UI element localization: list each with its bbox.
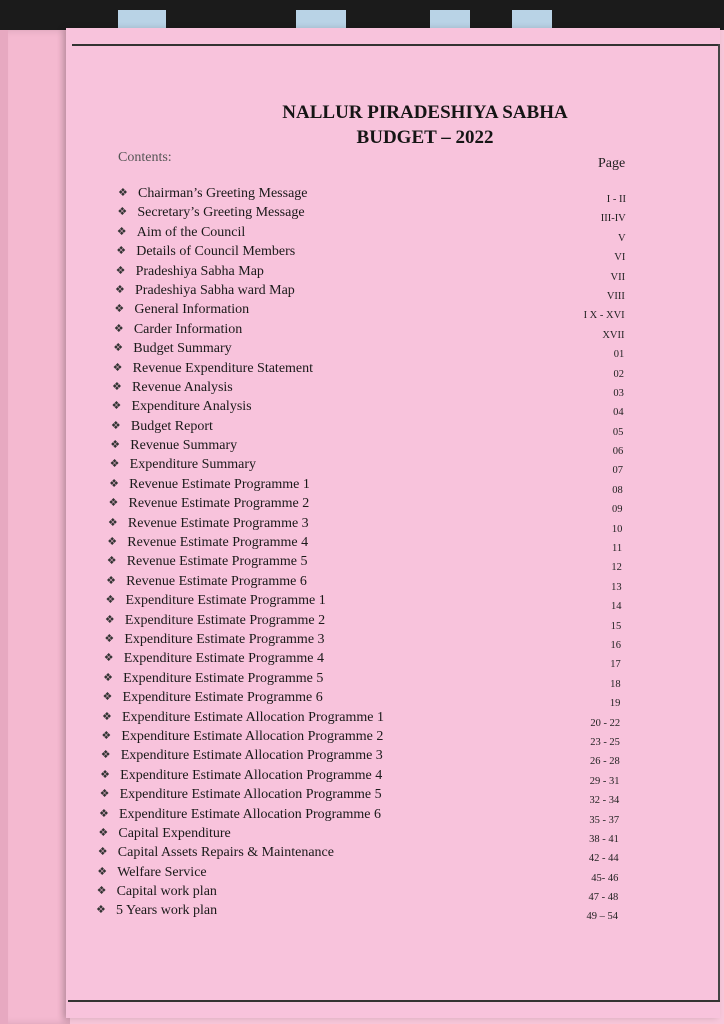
toc-bullet-icon: ❖ (109, 458, 120, 471)
toc-item (0, 223, 724, 242)
toc-bullet-icon: ❖ (96, 885, 107, 898)
toc-item-label: Expenditure Estimate Allocation Programme 1 (121, 709, 384, 725)
toc-item (0, 300, 724, 322)
toc-item-page: 20 - 22 (590, 717, 621, 729)
toc-item (0, 552, 724, 574)
toc-item-label: Expenditure Estimate Allocation Programme 5 (119, 787, 382, 803)
toc-item-page: 32 - 34 (589, 795, 620, 807)
toc-item-label: Expenditure Estimate Allocation Programme 4 (120, 767, 383, 783)
toc-item (0, 727, 724, 746)
toc-item (0, 901, 724, 923)
toc-item-page: 23 - 25 (590, 736, 620, 748)
toc-bullet-icon: ❖ (104, 632, 115, 645)
contents-label: Contents: (118, 150, 172, 165)
toc-item (0, 688, 724, 710)
toc-item-page: 49 – 54 (586, 911, 618, 923)
toc-item-page: 07 (612, 465, 623, 477)
toc-bullet-icon: ❖ (106, 555, 117, 568)
toc-item-label: Revenue Estimate Programme 6 (126, 573, 307, 589)
toc-item-label: Expenditure Analysis (131, 399, 252, 415)
toc-item-page: 08 (612, 484, 623, 496)
toc-bullet-icon: ❖ (97, 846, 108, 859)
toc-item (0, 417, 724, 436)
toc-item (0, 611, 724, 630)
toc-item-label: Revenue Estimate Programme 2 (128, 496, 310, 512)
toc-item (0, 436, 724, 458)
toc-bullet-icon: ❖ (117, 206, 128, 219)
scan-tab (512, 10, 552, 30)
toc-item-page: VII (610, 271, 626, 283)
top-border-rule (72, 44, 720, 46)
toc-bullet-icon: ❖ (118, 187, 128, 199)
toc-item-page: 10 (611, 523, 623, 535)
toc-item (0, 359, 724, 378)
document-subtitle: BUDGET – 2022 (356, 127, 494, 148)
toc-item-label: Budget Report (130, 418, 213, 434)
toc-item-page: 38 - 41 (589, 833, 619, 845)
toc-item (0, 494, 724, 516)
toc-item-page: I - II (606, 194, 626, 205)
toc-bullet-icon: ❖ (108, 497, 119, 510)
toc-item-label: Secretary’s Greeting Message (137, 205, 305, 221)
toc-bullet-icon: ❖ (99, 788, 110, 801)
toc-item (0, 455, 724, 477)
toc-bullet-icon: ❖ (116, 225, 127, 238)
toc-item (0, 863, 724, 882)
toc-item-page: I X - XVI (583, 310, 625, 322)
toc-item (0, 630, 724, 649)
toc-bullet-icon: ❖ (98, 826, 109, 839)
toc-item (0, 242, 724, 264)
toc-bullet-icon: ❖ (103, 671, 113, 684)
toc-item (0, 649, 724, 671)
toc-item-label: Expenditure Estimate Programme 5 (123, 670, 324, 686)
toc-item-page: 18 (610, 678, 621, 690)
toc-item-page: 12 (611, 562, 622, 574)
toc-bullet-icon: ❖ (115, 283, 125, 296)
page-column-label: Page (598, 156, 626, 171)
toc-item-label: 5 Years work plan (116, 903, 218, 919)
document-title: NALLUR PIRADESHIYA SABHA (282, 102, 568, 123)
toc-item (0, 766, 724, 785)
toc-item-page: VIII (606, 290, 625, 302)
toc-bullet-icon: ❖ (109, 477, 119, 490)
toc-item-label: General Information (134, 302, 250, 318)
toc-bullet-icon: ❖ (115, 264, 126, 277)
toc-item-page: 45- 46 (591, 872, 619, 884)
toc-item-label: Chairman’s Greeting Message (138, 186, 308, 201)
toc-bullet-icon: ❖ (101, 710, 112, 723)
toc-item-page: 42 - 44 (588, 853, 619, 865)
toc-item-page: VI (614, 252, 626, 264)
toc-bullet-icon: ❖ (97, 865, 108, 878)
toc-item-label: Capital work plan (116, 884, 217, 900)
toc-item (0, 378, 724, 397)
toc-item (0, 708, 724, 727)
toc-item-label: Expenditure Estimate Programme 3 (124, 631, 325, 647)
toc-item (0, 397, 724, 419)
bottom-border-rule (68, 1000, 720, 1002)
toc-item (0, 746, 724, 768)
toc-item-label: Revenue Summary (130, 438, 238, 454)
toc-item (0, 262, 724, 281)
toc-item (0, 843, 724, 865)
toc-bullet-icon: ❖ (107, 516, 118, 529)
toc-item-label: Revenue Estimate Programme 1 (129, 476, 310, 492)
toc-bullet-icon: ❖ (112, 361, 123, 374)
toc-item-page: 17 (610, 659, 621, 671)
toc-bullet-icon: ❖ (106, 574, 116, 587)
toc-item-page: 47 - 48 (588, 892, 619, 904)
toc-item-page: 29 - 31 (589, 775, 620, 787)
toc-item-label: Welfare Service (117, 864, 207, 880)
toc-bullet-icon: ❖ (100, 749, 111, 762)
toc-bullet-icon: ❖ (105, 594, 116, 607)
toc-item-page: 04 (613, 407, 624, 419)
toc-bullet-icon: ❖ (96, 904, 106, 917)
toc-item-page: 06 (612, 446, 624, 458)
toc-item-label: Pradeshiya Sabha Map (135, 263, 264, 279)
toc-item-label: Expenditure Estimate Allocation Programme 6 (118, 806, 382, 822)
scan-tab (296, 10, 346, 30)
toc-item-label: Expenditure Estimate Programme 6 (122, 690, 323, 706)
toc-bullet-icon: ❖ (100, 768, 111, 781)
toc-item-page: 01 (613, 349, 625, 361)
toc-item-page: V (617, 232, 626, 244)
toc-item-page: 19 (609, 698, 621, 710)
toc-item (0, 882, 724, 904)
toc-item-label: Aim of the Council (136, 224, 246, 240)
toc-item-label: Expenditure Summary (129, 457, 257, 473)
toc-bullet-icon: ❖ (98, 807, 109, 820)
toc-item-page: 14 (610, 601, 622, 613)
toc-item (0, 533, 724, 555)
toc-bullet-icon: ❖ (102, 691, 113, 704)
toc-item-label: Expenditure Estimate Programme 2 (124, 612, 326, 628)
toc-item-page: 11 (611, 543, 623, 555)
toc-item-label: Pradeshiya Sabha ward Map (135, 282, 295, 298)
toc-item (0, 824, 724, 843)
toc-item-page: 26 - 28 (589, 756, 620, 768)
toc-bullet-icon: ❖ (113, 342, 124, 355)
toc-item-label: Expenditure Estimate Programme 4 (123, 651, 324, 667)
toc-bullet-icon: ❖ (104, 613, 115, 626)
toc-item-label: Revenue Analysis (132, 379, 233, 395)
toc-item-label: Capital Assets Repairs & Maintenance (117, 845, 334, 861)
toc-bullet-icon: ❖ (107, 536, 118, 549)
toc-item (0, 203, 724, 225)
toc-item-page: 02 (613, 368, 625, 380)
toc-bullet-icon: ❖ (111, 400, 122, 413)
toc-item-label: Carder Information (133, 321, 243, 337)
toc-bullet-icon: ❖ (113, 322, 124, 335)
toc-item (0, 669, 724, 688)
toc-item-page: XVII (602, 329, 625, 341)
toc-item (0, 184, 724, 203)
toc-item-label: Revenue Estimate Programme 4 (127, 535, 309, 551)
toc-item-label: Revenue Estimate Programme 3 (127, 515, 309, 531)
toc-bullet-icon: ❖ (110, 439, 121, 452)
scan-top-strip (0, 0, 724, 30)
toc-item-page: 16 (610, 639, 622, 651)
toc-item-label: Revenue Expenditure Statement (132, 360, 314, 376)
toc-item-label: Capital Expenditure (118, 825, 231, 841)
toc-item (0, 805, 724, 824)
toc-item-label: Revenue Estimate Programme 5 (126, 554, 308, 570)
toc-item-page: 13 (611, 581, 622, 593)
toc-bullet-icon: ❖ (116, 245, 127, 258)
scan-tab (118, 10, 166, 30)
toc-item-page: 05 (612, 426, 624, 438)
toc-item-page: 15 (610, 620, 622, 632)
toc-item (0, 281, 724, 300)
toc-item-page: 09 (612, 504, 623, 516)
toc-item-page: 03 (613, 387, 624, 399)
toc-bullet-icon: ❖ (103, 652, 114, 665)
toc-item-page: 35 - 37 (589, 814, 620, 826)
toc-item (0, 339, 724, 361)
table-of-contents (0, 184, 724, 921)
scan-tab (430, 10, 470, 30)
toc-item-label: Budget Summary (133, 341, 232, 357)
toc-item (0, 572, 724, 591)
toc-item (0, 591, 724, 613)
toc-bullet-icon: ❖ (110, 419, 121, 432)
toc-item (0, 785, 724, 807)
toc-item (0, 320, 724, 339)
toc-item (0, 514, 724, 533)
toc-bullet-icon: ❖ (114, 303, 125, 316)
toc-bullet-icon: ❖ (112, 380, 122, 393)
toc-item-label: Expenditure Estimate Allocation Programme 2 (121, 728, 384, 744)
toc-bullet-icon: ❖ (101, 729, 112, 742)
toc-item-page: III-IV (600, 213, 626, 225)
toc-item-label: Expenditure Estimate Programme 1 (125, 593, 326, 609)
toc-item (0, 475, 724, 494)
toc-item-label: Details of Council Members (136, 244, 296, 260)
toc-item-label: Expenditure Estimate Allocation Programme 3 (120, 748, 383, 764)
